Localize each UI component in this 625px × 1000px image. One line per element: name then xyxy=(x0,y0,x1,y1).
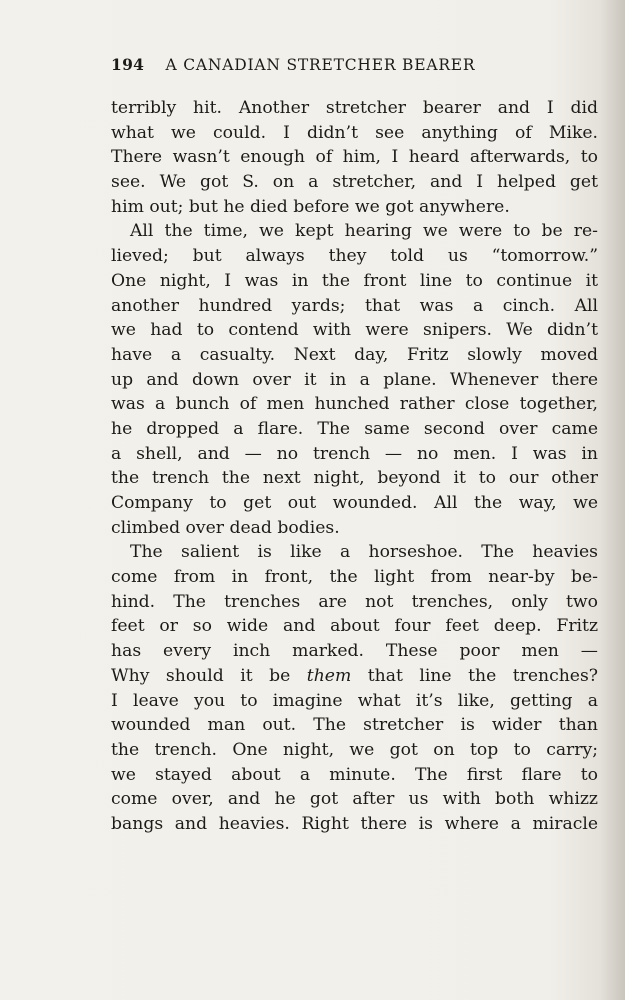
text-line: what we could. I didn’t see anything of Mike. xyxy=(111,122,598,143)
text-line: the trench. One night, we got on top to carry; xyxy=(111,739,598,760)
text-line: we had to contend with were snipers. We didn’t xyxy=(111,320,598,341)
text-line: come from in front, the light from near-by be- xyxy=(111,567,598,588)
running-title: A CANADIAN STRETCHER BEARER xyxy=(165,56,476,74)
text-line: a shell, and — no trench — no men. I was in xyxy=(111,443,598,464)
text-line: climbed over dead bodies. xyxy=(111,517,340,538)
text-line: see. We got S. on a stretcher, and I helped get xyxy=(111,172,598,193)
running-header xyxy=(111,55,601,74)
body-text xyxy=(111,96,598,837)
text-line: another hundred yards; that was a cinch. All xyxy=(111,295,598,316)
text-line: he dropped a flare. The same second over came xyxy=(111,418,598,439)
text-line: lieved; but always they told us “tomorrow.” xyxy=(111,246,598,267)
text-line: the trench the next night, beyond it to our other xyxy=(111,468,598,489)
text-line: The salient is like a horseshoe. The heavies xyxy=(130,542,598,563)
text-line: have a casualty. Next day, Fritz slowly moved xyxy=(111,344,598,365)
text-line: There wasn’t enough of him, I heard afterwards, to xyxy=(111,147,598,168)
text-line: we stayed about a minute. The first flare to xyxy=(111,764,598,785)
text-line: I leave you to imagine what it’s like, getting a xyxy=(111,690,598,711)
text-line: All the time, we kept hearing we were to be re- xyxy=(130,221,598,242)
text-line: has every inch marked. These poor men — xyxy=(111,641,598,662)
text-line: bangs and heavies. Right there is where a miracle xyxy=(111,813,598,834)
text-line: up and down over it in a plane. Whenever there xyxy=(111,369,598,390)
text-line: Company to get out wounded. All the way, we xyxy=(111,493,598,513)
text-line: terribly hit. Another stretcher bearer and I did xyxy=(111,98,598,118)
text-line: wounded man out. The stretcher is wider than xyxy=(111,715,598,736)
text-line: feet or so wide and about four feet deep. Fritz xyxy=(111,616,598,637)
page-number: 194 xyxy=(111,55,145,74)
text-line: Why should it be them that line the trenches? xyxy=(111,665,598,686)
text-line: hind. The trenches are not trenches, only two xyxy=(111,591,598,612)
text-line: was a bunch of men hunched rather close together, xyxy=(111,394,598,415)
text-line: One night, I was in the front line to continue it xyxy=(111,270,598,291)
text-line: him out; but he died before we got anywhere. xyxy=(111,196,510,217)
emphasis-them: them xyxy=(306,665,352,686)
text-line: come over, and he got after us with both whizz xyxy=(111,789,598,810)
